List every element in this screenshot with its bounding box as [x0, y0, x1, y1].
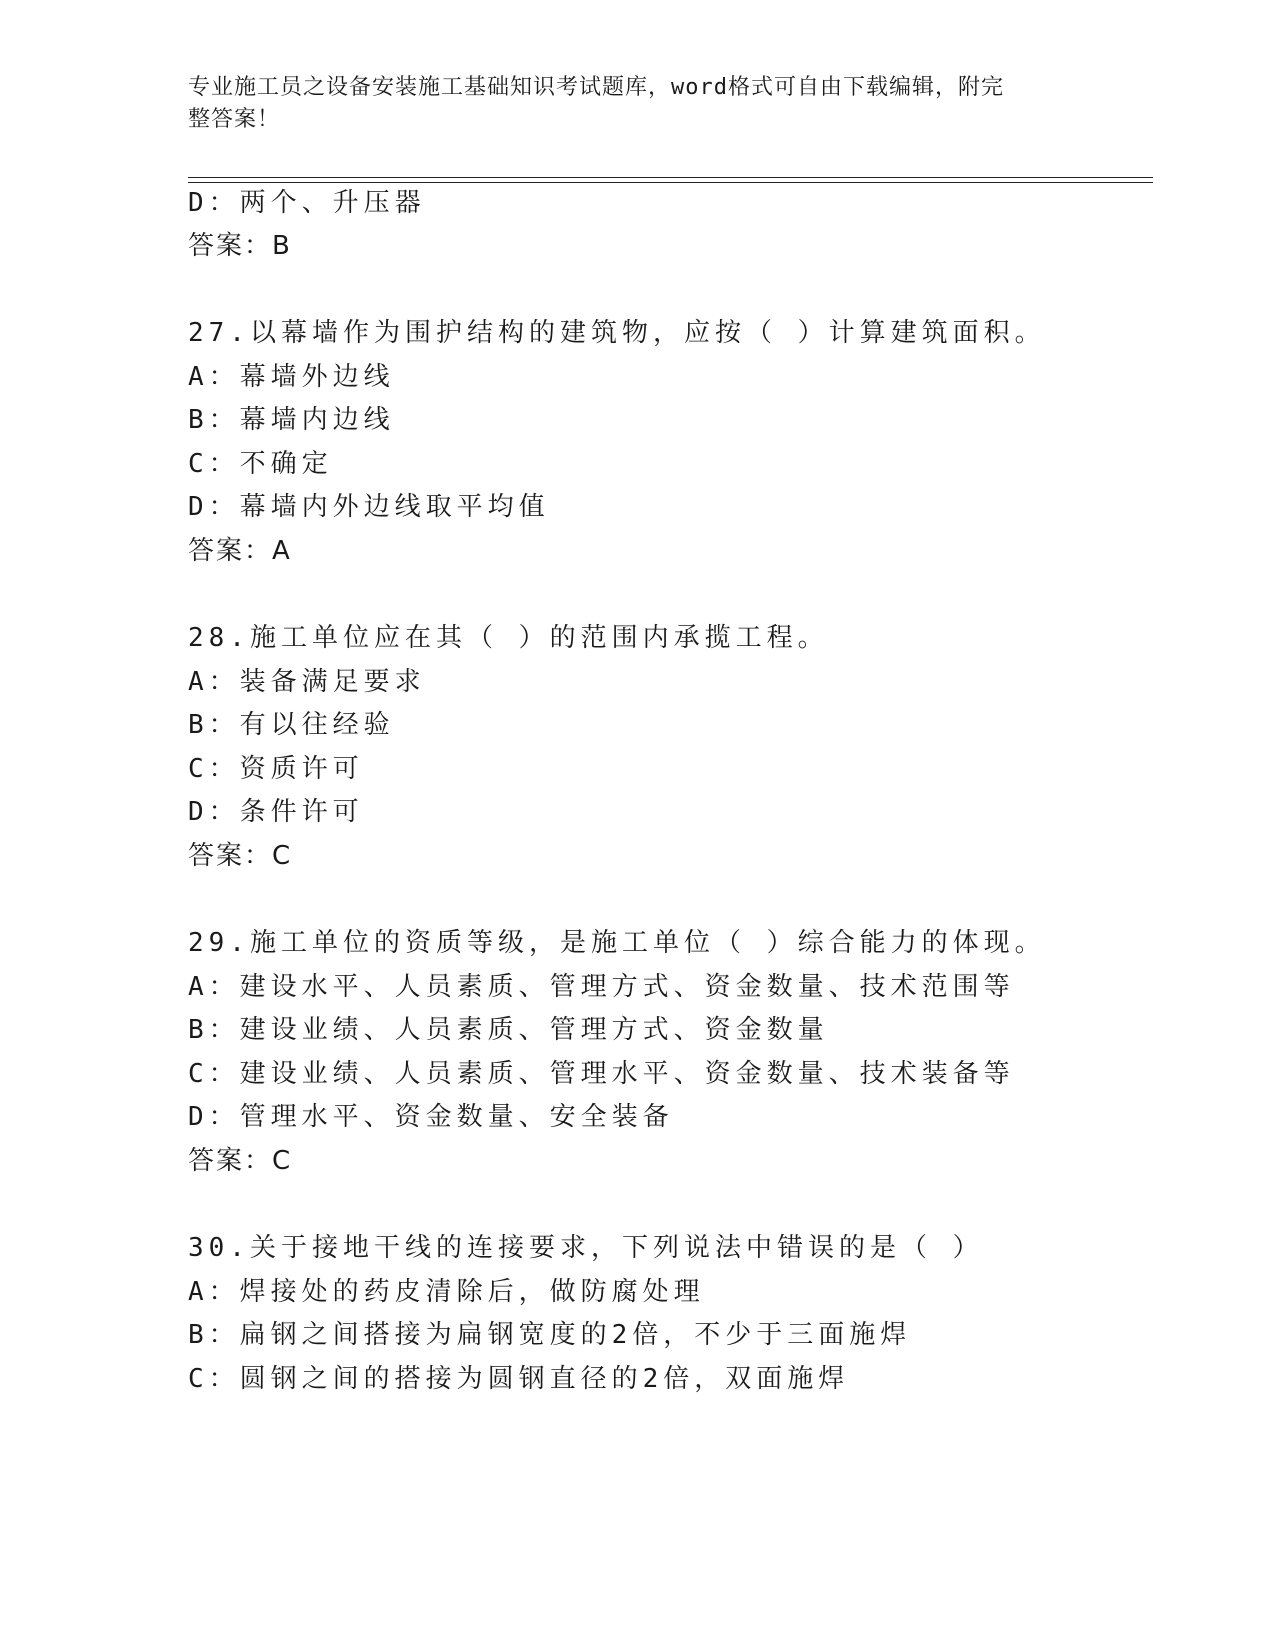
question-27-option-d: D：幕墙内外边线取平均值 [188, 492, 550, 522]
question-29-option-d: D：管理水平、资金数量、安全装备 [188, 1102, 674, 1132]
question-30-stem: 30.关于接地干线的连接要求，下列说法中错误的是（ ） [188, 1233, 984, 1263]
question-27-option-a: A：幕墙外边线 [188, 362, 395, 392]
question-29-option-c: C：建设业绩、人员素质、管理水平、资金数量、技术装备等 [188, 1059, 1015, 1089]
question-28-option-c: C：资质许可 [188, 754, 364, 784]
question-28-option-d: D：条件许可 [188, 797, 364, 827]
header-divider-bottom [188, 182, 1153, 183]
question-27-stem: 27.以幕墙作为围护结构的建筑物，应按（ ）计算建筑面积。 [188, 318, 1046, 348]
header-line-2: 整答案！ [188, 107, 281, 132]
question-29-answer: 答案：C [188, 1146, 293, 1176]
question-27-option-b: B：幕墙内边线 [188, 405, 395, 435]
question-30-option-a: A：焊接处的药皮清除后，做防腐处理 [188, 1277, 705, 1307]
document-header [188, 72, 1068, 136]
question-27-option-c: C：不确定 [188, 449, 333, 479]
prev-option-d: D：两个、升压器 [188, 188, 426, 218]
header-divider-top [188, 177, 1153, 178]
question-28-option-a: A：装备满足要求 [188, 667, 426, 697]
question-29-option-b: B：建设业绩、人员素质、管理方式、资金数量 [188, 1015, 829, 1045]
question-27-answer: 答案：A [188, 536, 292, 566]
question-28-stem: 28.施工单位应在其（ ）的范围内承揽工程。 [188, 623, 829, 653]
question-28-option-b: B：有以往经验 [188, 710, 395, 740]
question-30-option-c: C：圆钢之间的搭接为圆钢直径的2倍，双面施焊 [188, 1364, 850, 1394]
question-28-answer: 答案：C [188, 841, 293, 871]
question-29-stem: 29.施工单位的资质等级，是施工单位（ ）综合能力的体现。 [188, 928, 1046, 958]
header-line-1: 专业施工员之设备安装施工基础知识考试题库，word格式可自由下载编辑，附完 [188, 75, 1004, 100]
question-29-option-a: A：建设水平、人员素质、管理方式、资金数量、技术范围等 [188, 972, 1015, 1002]
prev-answer: 答案：B [188, 231, 292, 261]
question-30-option-b: B：扁钢之间搭接为扁钢宽度的2倍，不少于三面施焊 [188, 1320, 912, 1350]
